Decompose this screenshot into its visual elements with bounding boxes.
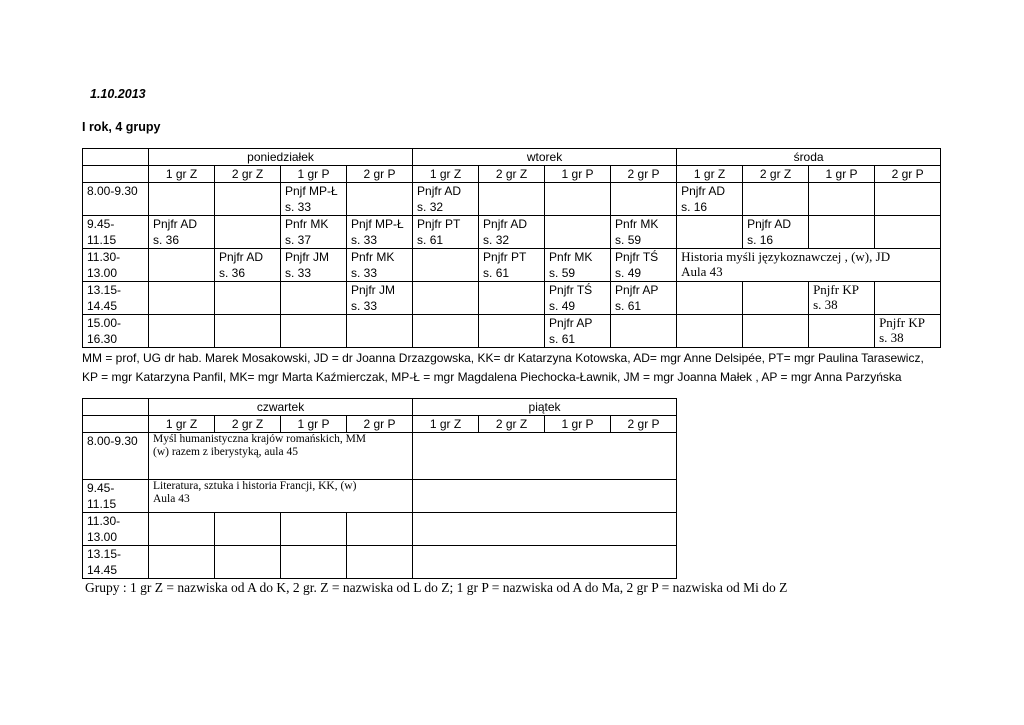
group-header: 2 gr Z: [479, 416, 545, 433]
document-date: 1.10.2013: [90, 87, 146, 101]
time-slot: 8.00-9.30: [83, 183, 149, 216]
empty-cell: [413, 513, 677, 546]
class-cell: Pnfr MK s. 37: [281, 216, 347, 249]
class-cell: Pnjfr AD s. 36: [149, 216, 215, 249]
class-cell: [479, 183, 545, 216]
class-cell: [611, 183, 677, 216]
group-header: 1 gr Z: [413, 166, 479, 183]
class-cell: [875, 216, 941, 249]
class-cell: [545, 183, 611, 216]
group-header: 2 gr Z: [479, 166, 545, 183]
class-cell: [545, 216, 611, 249]
class-cell: [413, 282, 479, 315]
group-header: 2 gr P: [875, 166, 941, 183]
class-cell: Pnjfr TŚ s. 49: [611, 249, 677, 282]
class-cell: [149, 546, 215, 579]
class-cell: [215, 183, 281, 216]
class-cell: [809, 216, 875, 249]
day-header: poniedziałek: [149, 149, 413, 166]
time-slot: 9.45- 11.15: [83, 480, 149, 513]
group-header: 2 gr Z: [215, 416, 281, 433]
schedule-table-thu-fri: [82, 398, 677, 579]
class-cell: [677, 216, 743, 249]
group-header: 1 gr P: [545, 166, 611, 183]
class-cell: [743, 183, 809, 216]
group-header: 1 gr P: [545, 416, 611, 433]
class-cell: Pnfr MK s. 59: [545, 249, 611, 282]
time-slot: 11.30- 13.00: [83, 249, 149, 282]
day-header: środa: [677, 149, 941, 166]
time-slot: 13.15- 14.45: [83, 546, 149, 579]
class-cell: [611, 315, 677, 348]
class-cell: Pnfr MK s. 33: [347, 249, 413, 282]
class-cell: [347, 513, 413, 546]
group-header: 1 gr Z: [149, 166, 215, 183]
group-header: 2 gr Z: [215, 166, 281, 183]
class-cell: [281, 546, 347, 579]
group-header: 2 gr P: [347, 416, 413, 433]
time-slot: 15.00- 16.30: [83, 315, 149, 348]
corner-cell: [83, 166, 149, 183]
corner-cell: [83, 399, 149, 416]
group-header: 2 gr P: [611, 166, 677, 183]
class-cell: [347, 546, 413, 579]
empty-cell: [413, 546, 677, 579]
class-cell: [149, 282, 215, 315]
class-cell: Pnjfr KP s. 38: [875, 315, 941, 348]
class-cell: Pnjfr PT s. 61: [479, 249, 545, 282]
class-cell: [479, 315, 545, 348]
class-cell: [149, 183, 215, 216]
document-subtitle: I rok, 4 grupy: [82, 120, 161, 134]
class-cell: [743, 282, 809, 315]
class-cell: [809, 315, 875, 348]
time-slot: 11.30- 13.00: [83, 513, 149, 546]
class-cell: Pnfr MK s. 59: [611, 216, 677, 249]
teacher-legend: MM = prof, UG dr hab. Marek Mosakowski, JD = dr Joanna Drzazgowska, KK= dr Katarzyna Kotowska, AD= mgr Anne Delsipée, PT= mgr Paulina Tarasewicz, KP = mgr Katarzyna Panfil, MK= mgr Marta Kaźmierczak, MP-Ł = mgr Magdalena Piechocka-Ławnik, JM = mgr Joanna Małek , AP = mgr Anna Parzyńska: [82, 351, 924, 384]
group-header: 1 gr Z: [149, 416, 215, 433]
class-cell: [479, 282, 545, 315]
class-cell: Pnjfr PT s. 61: [413, 216, 479, 249]
group-header: 1 gr P: [281, 166, 347, 183]
class-cell: Pnjfr AD s. 16: [677, 183, 743, 216]
class-cell: [281, 513, 347, 546]
schedule-table-mon-wed: [82, 148, 941, 348]
class-cell: Pnjfr AD s. 32: [479, 216, 545, 249]
group-header: 1 gr P: [809, 166, 875, 183]
class-cell: Pnjfr AD s. 32: [413, 183, 479, 216]
class-cell: [347, 315, 413, 348]
time-slot: 9.45- 11.15: [83, 216, 149, 249]
class-cell: Pnjf MP-Ł s. 33: [347, 216, 413, 249]
class-cell: Pnjfr AD s. 16: [743, 216, 809, 249]
groups-note: Grupy : 1 gr Z = nazwiska od A do K, 2 gr. Z = nazwiska od L do Z; 1 gr P = nazwiska od A do Ma, 2 gr P = nazwiska od Mi do Z: [85, 580, 788, 595]
class-cell: [215, 282, 281, 315]
empty-cell: [413, 480, 677, 513]
class-cell: [149, 249, 215, 282]
class-cell: [875, 183, 941, 216]
class-cell: [215, 513, 281, 546]
class-cell: [677, 315, 743, 348]
corner-cell: [83, 416, 149, 433]
class-cell: Pnjfr KP s. 38: [809, 282, 875, 315]
group-header: 2 gr P: [347, 166, 413, 183]
class-cell: [743, 315, 809, 348]
class-cell: [149, 315, 215, 348]
class-cell: [215, 546, 281, 579]
class-cell: Pnjfr JM s. 33: [281, 249, 347, 282]
class-cell: [413, 249, 479, 282]
class-cell: [281, 282, 347, 315]
day-header: piątek: [413, 399, 677, 416]
class-cell: [875, 282, 941, 315]
class-cell: Pnjfr JM s. 33: [347, 282, 413, 315]
time-slot: 13.15- 14.45: [83, 282, 149, 315]
class-cell: [809, 183, 875, 216]
class-cell: [215, 315, 281, 348]
lecture-cell: Myśl humanistyczna krajów romańskich, MM (w) razem z iberystyką, aula 45: [149, 433, 413, 480]
group-header: 2 gr P: [611, 416, 677, 433]
group-header: 1 gr Z: [677, 166, 743, 183]
class-cell: Pnjf MP-Ł s. 33: [281, 183, 347, 216]
class-cell: Pnjfr AD s. 36: [215, 249, 281, 282]
class-cell: Pnjfr TŚ s. 49: [545, 282, 611, 315]
empty-cell: [413, 433, 677, 480]
group-header: 1 gr P: [281, 416, 347, 433]
class-cell: [677, 282, 743, 315]
class-cell: Pnjfr AP s. 61: [545, 315, 611, 348]
corner-cell: [83, 149, 149, 166]
class-cell: [413, 315, 479, 348]
day-header: wtorek: [413, 149, 677, 166]
time-slot: 8.00-9.30: [83, 433, 149, 480]
class-cell: [215, 216, 281, 249]
group-header: 2 gr Z: [743, 166, 809, 183]
day-header: czwartek: [149, 399, 413, 416]
class-cell: [149, 513, 215, 546]
lecture-cell: Historia myśli językoznawczej , (w), JD Aula 43: [677, 249, 941, 282]
lecture-cell: Literatura, sztuka i historia Francji, KK, (w) Aula 43: [149, 480, 413, 513]
class-cell: [281, 315, 347, 348]
group-header: 1 gr Z: [413, 416, 479, 433]
class-cell: [347, 183, 413, 216]
class-cell: Pnjfr AP s. 61: [611, 282, 677, 315]
